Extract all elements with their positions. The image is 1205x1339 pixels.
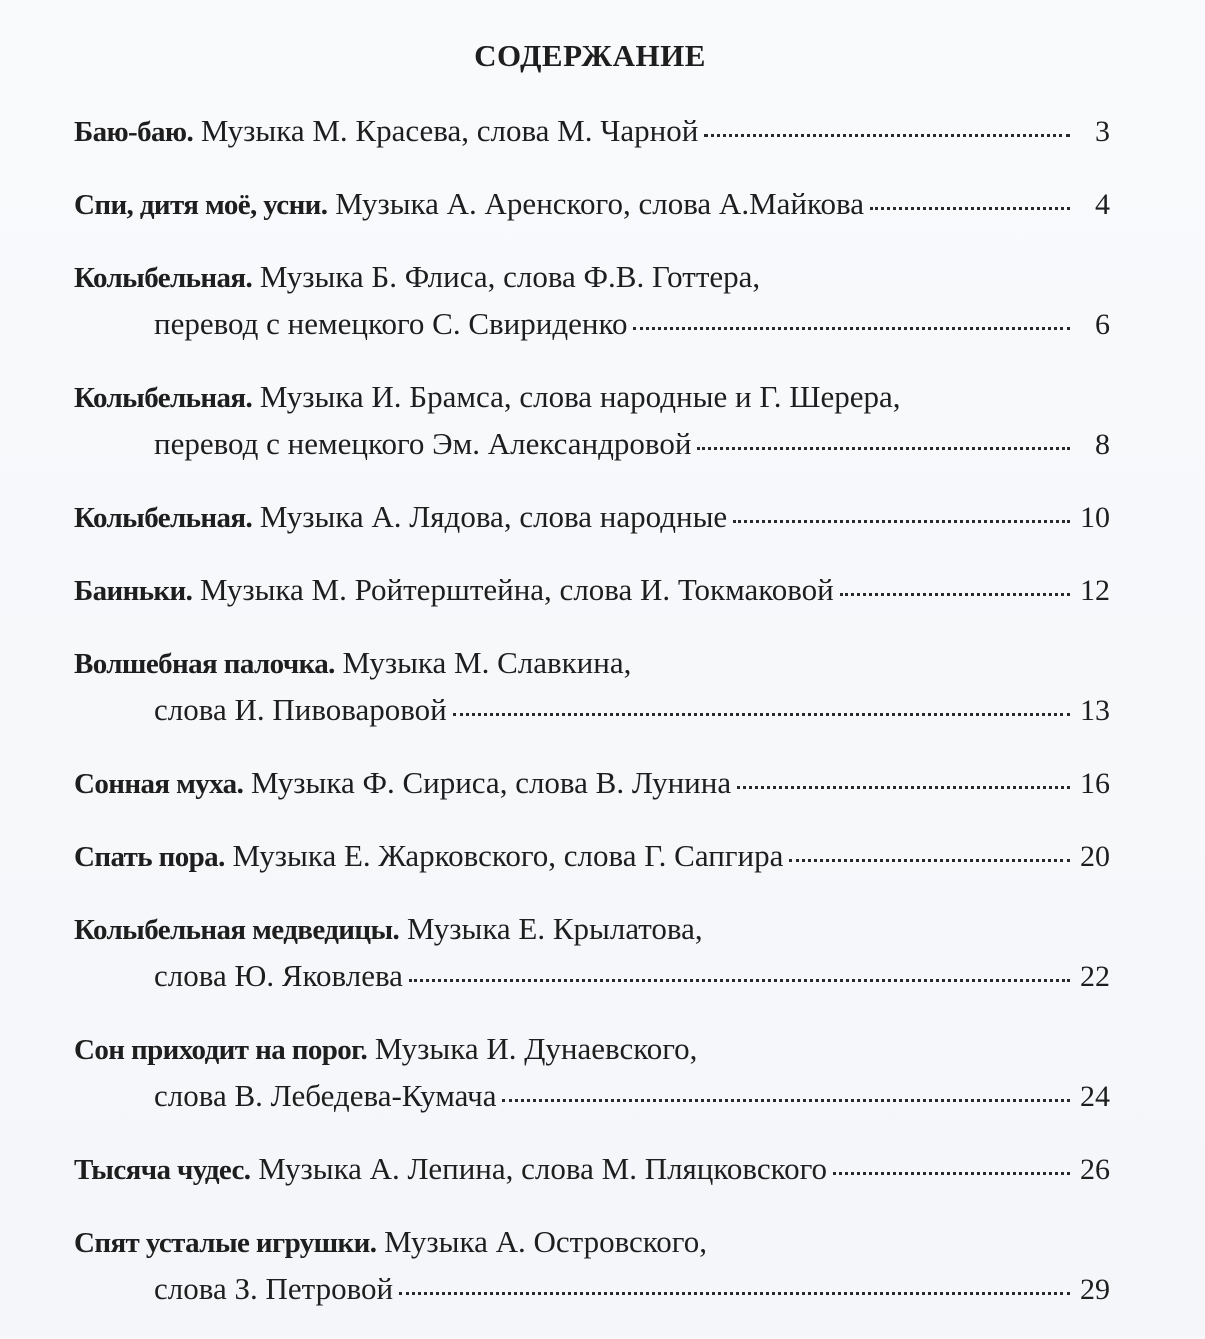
- credits-text-continued: перевод с немецкого Эм. Александровой: [154, 426, 692, 461]
- toc-entry-line: [74, 374, 1110, 421]
- dot-leader: [737, 784, 1070, 789]
- dot-leader: [870, 205, 1070, 210]
- page-number: 24: [1080, 1080, 1110, 1113]
- page-number: 12: [1080, 574, 1110, 607]
- dot-leader: [789, 857, 1070, 862]
- song-title: Тысяча чудес.: [74, 1154, 251, 1186]
- credits-text-continued: слова Ю. Яковлева: [154, 958, 403, 993]
- song-title: Сон приходит на порог.: [74, 1034, 368, 1066]
- toc-entry-continuation: [74, 1073, 1110, 1120]
- page-number: 22: [1080, 960, 1110, 993]
- page-number: 29: [1080, 1273, 1110, 1306]
- credits-text-continued: слова В. Лебедева-Кумача: [154, 1078, 497, 1113]
- toc-entry-line: [74, 1219, 1110, 1266]
- song-title: Баю-баю.: [74, 116, 194, 148]
- page-number: 8: [1095, 428, 1110, 461]
- page-number: 6: [1095, 308, 1110, 341]
- song-title: Спать пора.: [74, 841, 225, 873]
- song-title: Сонная муха.: [74, 768, 244, 800]
- page-number: 26: [1080, 1153, 1110, 1186]
- page-number: 10: [1080, 501, 1110, 534]
- toc-entry-line: [74, 181, 1110, 228]
- credits-text-continued: перевод с немецкого С. Свириденко: [154, 306, 628, 341]
- song-title: Спят усталые игрушки.: [74, 1227, 377, 1259]
- toc-entry-continuation: [74, 1266, 1110, 1313]
- toc-entry-line: [74, 906, 1110, 953]
- toc-entry-line: [74, 494, 1110, 541]
- credits-text-continued: слова И. Пивоваровой: [154, 692, 447, 727]
- credits-text: Музыка А. Лядова, слова народные: [259, 499, 728, 534]
- song-title: Волшебная палочка.: [74, 648, 335, 680]
- dot-leader: [453, 711, 1070, 716]
- song-title: Колыбельная.: [74, 502, 253, 534]
- dot-leader: [502, 1097, 1070, 1102]
- credits-text: Музыка Е. Крылатова,: [406, 911, 703, 946]
- dot-leader: [399, 1290, 1070, 1295]
- dot-leader: [833, 1170, 1070, 1175]
- credits-text: Музыка М. Красева, слова М. Чарной: [200, 113, 699, 148]
- toc-entry-line: [74, 108, 1110, 155]
- page-number: 4: [1095, 188, 1110, 221]
- toc-entry: [74, 567, 1110, 614]
- toc-entry-line: [74, 833, 1110, 880]
- table-of-contents: [74, 108, 1110, 1339]
- dot-leader: [409, 977, 1070, 982]
- credits-text: Музыка Е. Жарковского, слова Г. Сапгира: [232, 838, 784, 873]
- dot-leader: [633, 325, 1070, 330]
- credits-text: Музыка А. Лепина, слова М. Пляцковского: [258, 1151, 828, 1186]
- page-number: 3: [1095, 115, 1110, 148]
- dot-leader: [840, 591, 1070, 596]
- dot-leader: [733, 518, 1070, 523]
- toc-entry: [74, 760, 1110, 807]
- credits-text-continued: слова З. Петровой: [154, 1271, 394, 1306]
- toc-entry: [74, 833, 1110, 880]
- toc-entry-continuation: [74, 953, 1110, 1000]
- toc-entry-line: [74, 1026, 1110, 1073]
- song-title: Баиньки.: [74, 575, 193, 607]
- credits-text: Музыка М. Славкина,: [342, 645, 632, 680]
- toc-entry: [74, 1219, 1110, 1313]
- page-number: 20: [1080, 840, 1110, 873]
- toc-entry: [74, 906, 1110, 1000]
- toc-entry-line: [74, 1146, 1110, 1193]
- page-number: 13: [1080, 694, 1110, 727]
- toc-entry: [74, 640, 1110, 734]
- credits-text: Музыка И. Брамса, слова народные и Г. Шерера,: [259, 379, 901, 414]
- credits-text: Музыка А. Аренского, слова А.Майкова: [335, 186, 864, 221]
- toc-entry: [74, 374, 1110, 468]
- song-title: Колыбельная.: [74, 262, 253, 294]
- toc-entry: [74, 1146, 1110, 1193]
- toc-entry-continuation: [74, 301, 1110, 348]
- credits-text: Музыка М. Ройтерштейна, слова И. Токмаковой: [200, 572, 834, 607]
- toc-entry-line: [74, 640, 1110, 687]
- toc-entry: [74, 108, 1110, 155]
- credits-text: Музыка Б. Флиса, слова Ф.В. Готтера,: [259, 259, 761, 294]
- toc-entry-line: [74, 760, 1110, 807]
- toc-entry-line: [74, 567, 1110, 614]
- dot-leader: [704, 132, 1070, 137]
- toc-entry: [74, 181, 1110, 228]
- toc-entry-continuation: [74, 687, 1110, 734]
- toc-entry: [74, 1026, 1110, 1120]
- page-title: СОДЕРЖАНИЕ: [474, 38, 706, 73]
- toc-entry: [74, 254, 1110, 348]
- toc-entry-line: [74, 254, 1110, 301]
- toc-entry: [74, 494, 1110, 541]
- credits-text: Музыка Ф. Сириса, слова В. Лунина: [250, 765, 732, 800]
- song-title: Колыбельная.: [74, 382, 253, 414]
- credits-text: Музыка А. Островского,: [384, 1224, 707, 1259]
- song-title: Спи, дитя моё, усни.: [74, 189, 328, 221]
- page-number: 16: [1080, 767, 1110, 800]
- credits-text: Музыка И. Дунаевского,: [374, 1031, 698, 1066]
- toc-entry-continuation: [74, 421, 1110, 468]
- song-title: Колыбельная медведицы.: [74, 914, 400, 946]
- dot-leader: [697, 445, 1070, 450]
